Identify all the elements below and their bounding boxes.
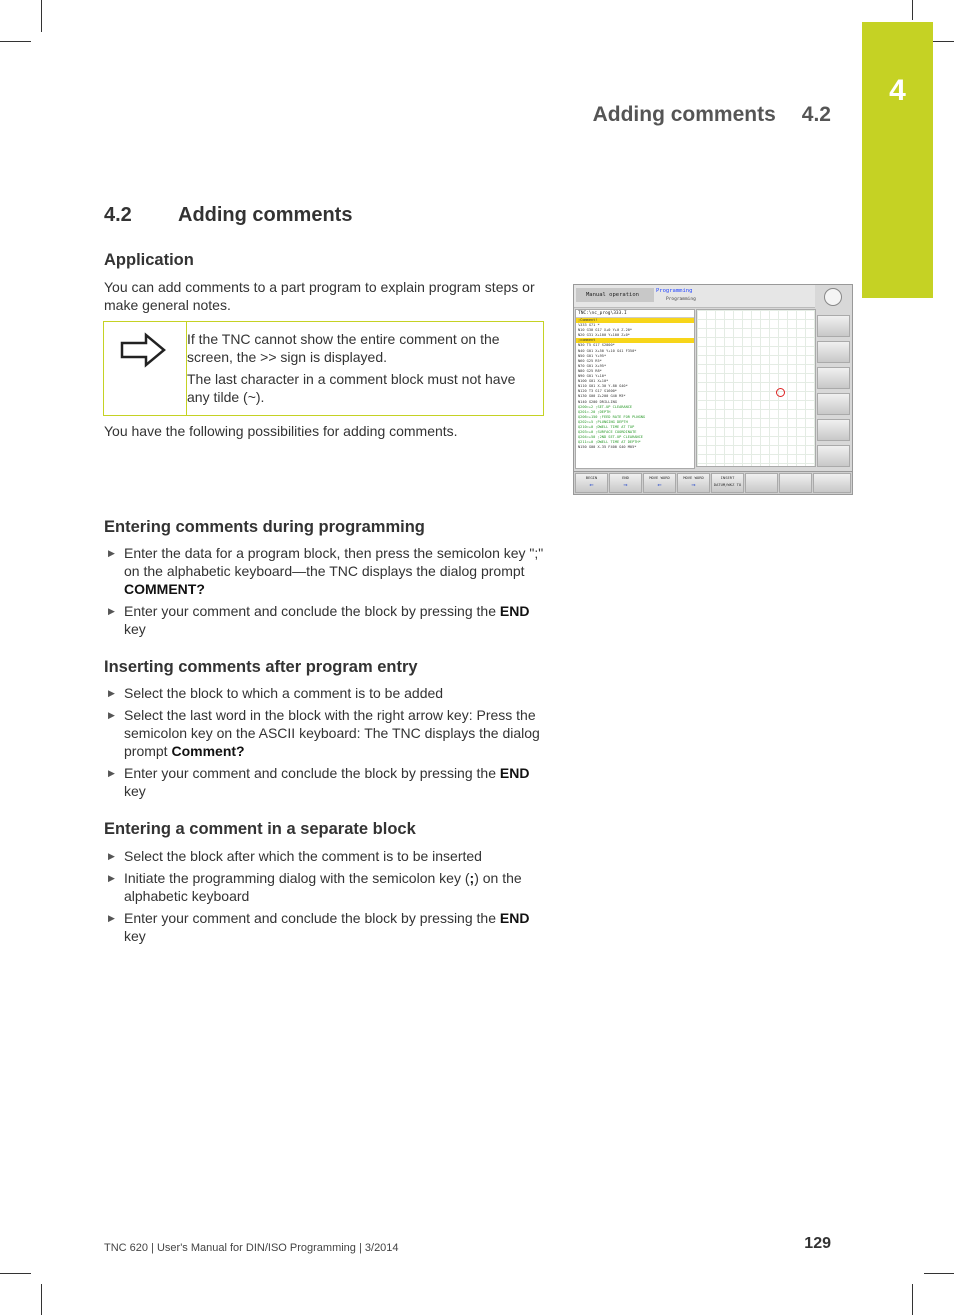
side-softkey[interactable]	[817, 315, 850, 337]
side-softkey[interactable]	[817, 445, 850, 467]
chapter-number: 4	[889, 74, 906, 107]
program-line[interactable]: %333 G71 *	[578, 323, 600, 328]
list-item-emphasis: ;	[469, 870, 475, 886]
note-box	[103, 321, 544, 416]
list-item	[104, 602, 544, 638]
softkey-bar	[574, 471, 852, 494]
list-item-text: Enter your comment and conclude the block by pressing the	[124, 603, 500, 619]
bullet-triangle-icon: ▶	[108, 873, 115, 883]
list-item	[104, 706, 544, 760]
program-line[interactable]: Q202=+5 ;PLUNGING DEPTH	[578, 419, 628, 424]
after-entry-list	[104, 684, 544, 804]
screen-header	[574, 285, 815, 308]
list-item-text: Select the block after which the comment is to be inserted	[124, 848, 482, 864]
list-item-emphasis: END	[499, 910, 530, 926]
arrow-right-icon	[120, 332, 166, 368]
program-line[interactable]: N120 T3 G17 S1600*	[578, 389, 617, 394]
program-line[interactable]: Q211=+0 ;DWELL TIME AT DEPTH*	[578, 440, 641, 445]
program-line[interactable]: Q210=+0 ;DWELL TIME AT TOP	[578, 424, 635, 429]
program-title: TNC:\nc_prog\333.I	[576, 310, 694, 318]
during-programming-list	[104, 544, 544, 642]
tnc-screenshot	[573, 284, 853, 495]
program-line[interactable]: N80 G25 R8*	[578, 368, 602, 373]
list-item	[104, 909, 544, 945]
program-line[interactable]: N130 G00 Z+200 G40 M3*	[578, 394, 626, 399]
section-number: 4.2	[104, 204, 132, 226]
during-programming-heading: Entering comments during programming	[104, 518, 425, 536]
softkey-label: MOVE WORD	[649, 475, 670, 480]
arrow-right-icon: ⇒	[623, 481, 628, 489]
list-item-text: Select the block to which a comment is to be added	[124, 685, 444, 701]
note-text-1: If the TNC cannot show the entire comment on the screen, the >> sign is displayed.	[187, 331, 500, 365]
crop-mark	[912, 1284, 913, 1315]
program-line[interactable]: N150 G00 X-35 F400 G40 M05*	[578, 445, 637, 450]
program-lines	[576, 318, 694, 450]
section-title	[104, 204, 352, 227]
softkey-empty[interactable]	[745, 473, 778, 493]
program-line[interactable]: Q200=+2 ;SET-UP CLEARANCE	[578, 404, 633, 409]
list-item-text-end: ) on the alphabetic keyboard	[124, 870, 522, 904]
application-heading: Application	[104, 251, 194, 269]
chapter-tab	[862, 22, 933, 298]
softkey-move-word-right[interactable]	[677, 473, 710, 493]
softkey-label: BEGIN	[585, 475, 598, 480]
program-line[interactable]: N40 G01 X+50 Y+10 G41 F350*	[578, 348, 637, 353]
program-line[interactable]: N30 T5 G17 S2000*	[578, 343, 615, 348]
crop-mark	[41, 0, 42, 32]
softkey-empty[interactable]	[779, 473, 812, 493]
crop-mark	[912, 0, 913, 20]
after-entry-heading: Inserting comments after program entry	[104, 658, 418, 676]
softkey-empty[interactable]	[813, 473, 851, 493]
program-line[interactable]: N140 G200 DRILLING	[578, 399, 617, 404]
running-header	[593, 103, 831, 127]
bullet-triangle-icon: ▶	[108, 548, 115, 558]
crop-mark	[0, 1273, 31, 1274]
footer-text: TNC 620 | User's Manual for DIN/ISO Programming | 3/2014	[104, 1242, 399, 1254]
softkey-label: END	[622, 475, 629, 480]
program-line[interactable]: Q204=+50 ;2ND SET-UP CLEARANCE	[578, 435, 643, 440]
separate-block-list	[104, 847, 544, 949]
list-item	[104, 544, 544, 598]
list-item-text: Initiate the programming dialog with the semicolon key (	[124, 870, 470, 886]
list-item-text: Select the last word in the block with the right arrow key: Press the semicolon key on the ASCII keyboard: The TNC displays the dialog prompt	[124, 707, 540, 759]
bullet-triangle-icon: ▶	[108, 688, 115, 698]
note-text-2: The last character in a comment block must not have any tilde (~).	[187, 371, 516, 405]
bullet-triangle-icon: ▶	[108, 851, 115, 861]
running-header-title: Adding comments	[592, 103, 776, 126]
softkey-insert[interactable]	[711, 473, 744, 493]
list-item-text: Enter your comment and conclude the block by pressing the	[124, 765, 500, 781]
clock-icon	[824, 288, 842, 306]
separate-block-heading: Entering a comment in a separate block	[104, 820, 416, 838]
arrow-right-icon: ⇒	[691, 481, 696, 489]
softkey-begin[interactable]	[575, 473, 608, 493]
program-line[interactable]: N50 G01 Y+95*	[578, 353, 607, 358]
side-softkey[interactable]	[817, 419, 850, 441]
side-softkey[interactable]	[817, 341, 850, 363]
program-line[interactable]: N90 G01 Y+10*	[578, 374, 607, 379]
bullet-triangle-icon: ▶	[108, 768, 115, 778]
mode-manual-operation: Manual operation	[576, 288, 654, 302]
program-line[interactable]: ;Comment!	[576, 318, 694, 323]
list-item-text-end: key	[124, 928, 146, 944]
program-line[interactable]: N10 G30 G17 X+0 Y+0 Z-20*	[578, 328, 633, 333]
list-item-emphasis: END	[499, 603, 530, 619]
crop-mark	[0, 41, 31, 42]
graphics-window	[696, 309, 816, 467]
program-window	[575, 309, 695, 469]
crop-mark	[924, 1273, 954, 1274]
mode-programming-sub: Programming	[666, 297, 696, 302]
arrow-left-icon: ⇐	[589, 481, 594, 489]
list-item	[104, 869, 544, 905]
list-item-emphasis: Comment?	[171, 743, 245, 759]
list-item	[104, 847, 544, 865]
softkey-move-word-left[interactable]	[643, 473, 676, 493]
softkey-label: MOVE WORD	[683, 475, 704, 480]
possibilities-text: You have the following possibilities for adding comments.	[104, 423, 458, 439]
list-item-text: Enter the data for a program block, then press the semicolon key ";" on the alphabetic keyboard—the TNC displays the dialog prompt	[124, 545, 544, 579]
program-line[interactable]: N60 G25 R5*	[578, 358, 602, 363]
list-item-text: Enter your comment and conclude the block by pressing the	[124, 910, 500, 926]
list-item	[104, 684, 544, 702]
bullet-triangle-icon: ▶	[108, 913, 115, 923]
list-item	[104, 764, 544, 800]
section-title-text: Adding comments	[178, 204, 353, 226]
list-item-text-end: key	[124, 621, 146, 637]
softkey-end[interactable]	[609, 473, 642, 493]
softkey-label: INSERT	[720, 475, 735, 480]
datum-target-icon	[776, 388, 785, 397]
list-item-text-end: key	[124, 783, 146, 799]
side-softkey[interactable]	[817, 367, 850, 389]
program-line[interactable]: N110 G01 X-30 Y-80 G40*	[578, 384, 628, 389]
program-line[interactable]: N70 G01 X+95*	[578, 363, 607, 368]
program-line[interactable]: Q203=+0 ;SURFACE COORDINATE	[578, 430, 637, 435]
page-number: 129	[804, 1235, 831, 1252]
program-line[interactable]: Q201=-20 ;DEPTH	[578, 409, 611, 414]
crop-mark	[41, 1284, 42, 1315]
application-intro: You can add comments to a part program to explain program steps or make general notes.	[104, 279, 535, 313]
side-softkey[interactable]	[817, 393, 850, 415]
bullet-triangle-icon: ▶	[108, 606, 115, 616]
arrow-left-icon: ⇐	[657, 481, 662, 489]
bullet-triangle-icon: ▶	[108, 710, 115, 720]
program-line[interactable]: N20 G31 X+100 Y+100 Z+0*	[578, 333, 630, 338]
program-line[interactable]: N100 G01 X+10*	[578, 379, 609, 384]
list-item-emphasis: END	[499, 765, 530, 781]
list-item-emphasis: COMMENT?	[124, 581, 205, 597]
mode-programming: Programming	[656, 288, 693, 294]
running-header-section: 4.2	[801, 103, 831, 126]
program-line[interactable]: Q206=+150 ;FEED RATE FOR PLNGNG	[578, 414, 646, 419]
program-line[interactable]: ;comment	[576, 338, 694, 343]
softkey-extra-label: DATUM/WKZ TO	[713, 482, 742, 487]
